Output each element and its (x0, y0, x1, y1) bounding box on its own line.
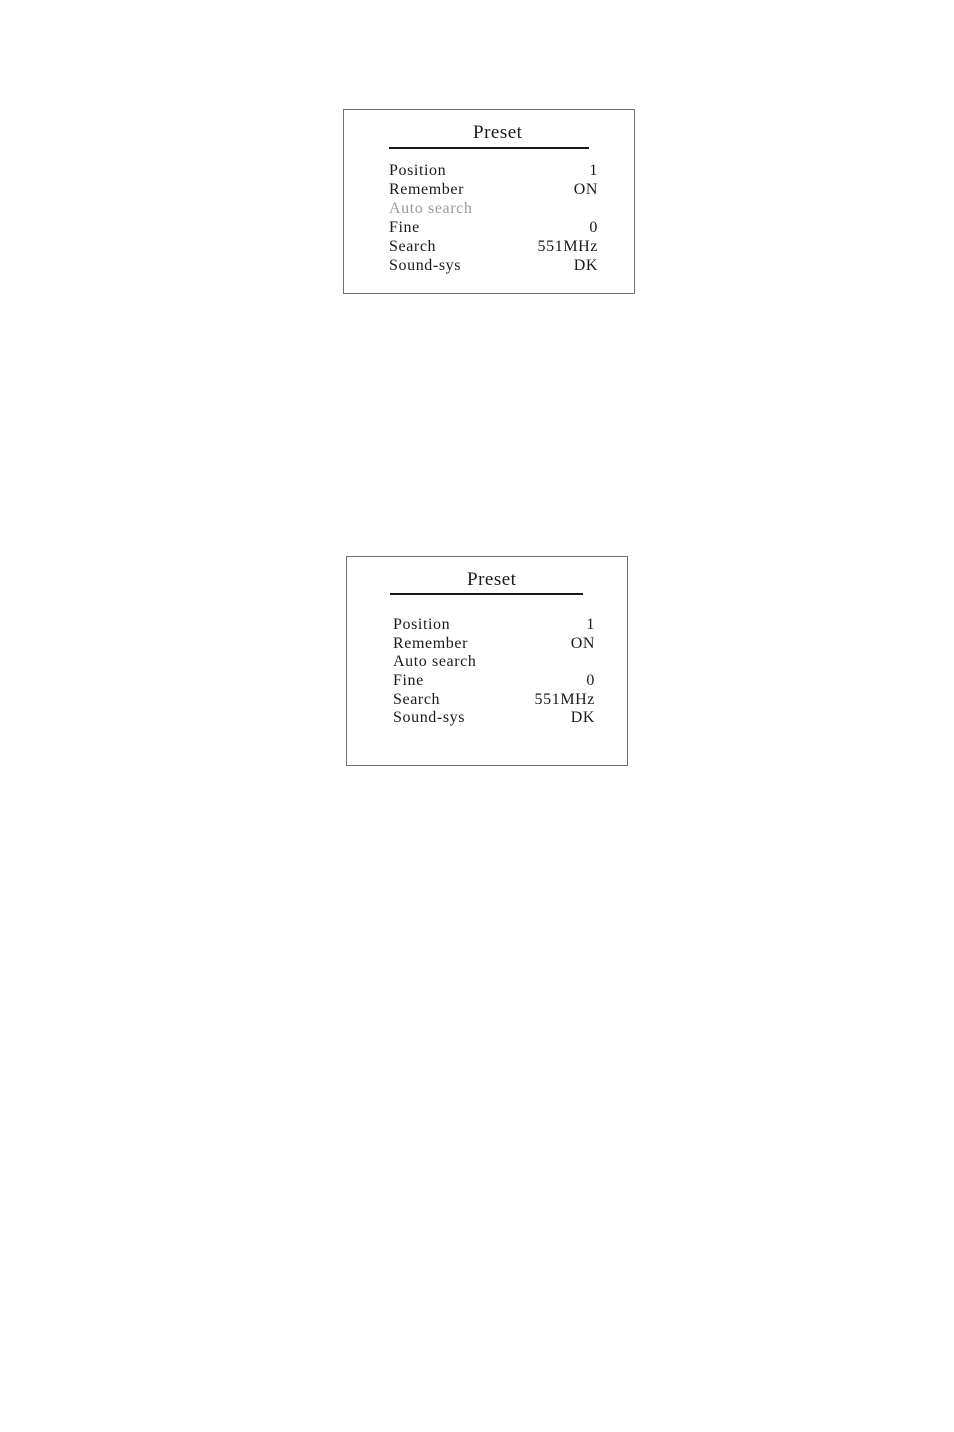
menu-item-value: DK (570, 709, 595, 727)
menu-item-sound-sys[interactable] (344, 256, 634, 275)
menu-item-sound-sys[interactable] (347, 709, 627, 728)
menu-item-label: Search (389, 238, 437, 255)
menu-item-label: Position (389, 162, 447, 179)
menu-item-fine[interactable] (347, 672, 627, 691)
menu-item-value: ON (570, 634, 595, 652)
menu-item-value: 551MHz (537, 238, 598, 255)
menu-item-value: 551MHz (534, 690, 595, 708)
menu-item-position[interactable] (344, 161, 634, 180)
menu-item-value: 1 (589, 162, 598, 179)
menu-item-label: Sound-sys (393, 709, 466, 727)
menu-item-label: Auto search (389, 200, 473, 217)
menu-title: Preset (467, 569, 517, 590)
preset-menu-panel (343, 109, 635, 294)
menu-item-label: Search (393, 690, 441, 708)
menu-item-label: Fine (389, 219, 420, 236)
menu-item-auto-search (344, 199, 634, 218)
menu-item-label: Remember (389, 181, 464, 198)
menu-item-value: 0 (586, 672, 595, 690)
menu-item-label: Position (393, 616, 451, 633)
menu-item-search[interactable] (344, 237, 634, 256)
menu-title: Preset (473, 122, 523, 143)
title-underline (389, 147, 589, 149)
menu-item-value: ON (573, 181, 598, 198)
menu-item-position[interactable] (347, 616, 627, 635)
menu-item-label: Fine (393, 672, 424, 690)
menu-item-label: Remember (393, 634, 468, 652)
menu-item-search[interactable] (347, 691, 627, 710)
menu-item-label: Auto search (393, 653, 477, 671)
menu-item-remember[interactable] (347, 635, 627, 654)
menu-item-value: DK (573, 257, 598, 274)
menu-item-fine[interactable] (344, 218, 634, 237)
menu-item-value: 0 (589, 219, 598, 236)
menu-items (344, 161, 634, 275)
menu-items (347, 616, 627, 728)
menu-item-value: 1 (586, 616, 595, 633)
preset-menu-panel-enabled (346, 556, 628, 766)
menu-item-label: Sound-sys (389, 257, 462, 274)
menu-item-remember[interactable] (344, 180, 634, 199)
title-underline (390, 593, 583, 595)
menu-item-auto-search[interactable] (347, 653, 627, 672)
